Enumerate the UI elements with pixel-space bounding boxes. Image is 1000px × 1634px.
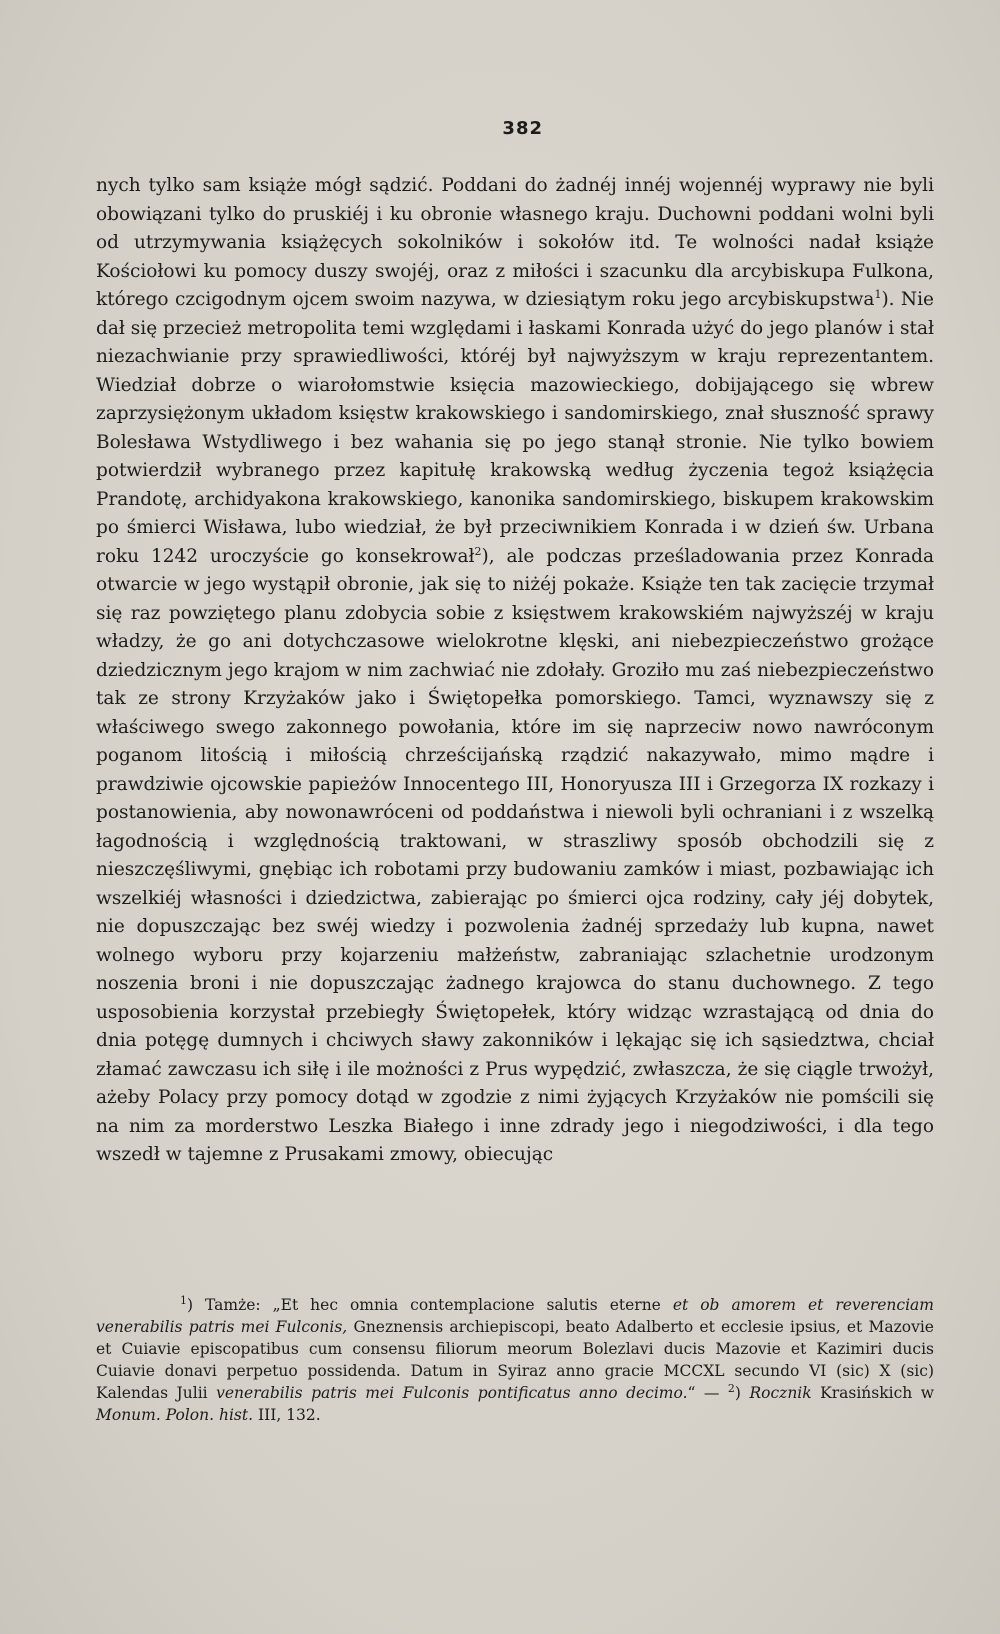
body-text [96, 172, 934, 1170]
footnote-ref-1: 1 [874, 287, 882, 301]
footnote-1-italic-b: venerabilis patris mei Fulconis pontificatus anno decimo. [216, 1384, 688, 1402]
page-number: 382 [502, 118, 543, 139]
footnote-2-italic-a: Rocznik [749, 1384, 812, 1402]
footnote-2-mark: 2 [727, 1381, 735, 1395]
footnote-2-text-c: III, 132. [253, 1406, 321, 1424]
footnote-2-text-a: ) [734, 1384, 750, 1402]
footnote-1-mark: 1 [180, 1293, 187, 1307]
paragraph-text-2: ). Nie dał się przecież metropolita temi względami i łaskami Konrada użyć do jego planów i stał niezachwianie przy sprawiedliwości, któréj był najwyższym w kraju reprezentantem. Wiedział dobrze o wiarołomstwie księcia mazowieckiego, dobijającego się wbrew zaprzysiężonym układom księstw krakowskiego i sandomirskiego, znał słuszność sprawy Bolesława Wstydliwego i bez wahania się po jego stanął stronie. Nie tylko bowiem potwierdził wybranego przez kapitułę krakowską według życzenia tegoż książęcia Prandotę, archidyakona krakowskiego, kanonika sandomirskiego, biskupem krakowskim po śmierci Wisława, lubo wiedział, że był przeciwnikiem Konrada i w dzień św. Urbana roku 1242 uroczyście go konsekrował [96, 289, 934, 567]
footnotes [96, 1294, 934, 1426]
footnote-2-text-b: Krasińskich w [811, 1384, 934, 1402]
footnote-1-text-b: Gneznensis archiepiscopi, beato Adalberto et ecclesie ipsius, et Mazovie et Cuiavie episcopatibus cum consensu filiorum meorum Bolezlavi ducis Mazovie et Kazimiri ducis Cuiavie donavi perpetuo possidenda. Datum in Syiraz anno gracie MCCXL secundo VI (sic) X (sic) Kalendas Julii [96, 1318, 934, 1402]
paragraph-text-1: nych tylko sam książe mógł sądzić. Poddani do żadnéj innéj wojennéj wyprawy nie byli obowiązani tylko do pruskiéj i ku obronie własnego kraju. Duchowni poddani wolni byli od utrzymywania książęcych sokolników i sokołów itd. Te wolności nadał książe Kościołowi ku pomocy duszy swojéj, oraz z miłości i szacunku dla arcybiskupa Fulkona, którego czcigodnym ojcem swoim nazywa, w dziesiątym roku jego arcybiskupstwa [96, 175, 934, 310]
footnote-2-italic-b: Monum. Polon. hist. [96, 1406, 254, 1424]
footnote-block [96, 1294, 934, 1426]
main-paragraph [96, 172, 934, 1170]
paragraph-text-3: ), ale podczas prześladowania przez Konrada otwarcie w jego wystąpił obronie, jak się to niżéj pokaże. Książe ten tak zacięcie trzymał się raz powziętego planu zdobycia sobie z księstwem krakowskiém najwyższéj w kraju władzy, że go ani dotychczasowe wielokrotne klęski, ani niebezpieczeństwo grożące dziedzicznym jego krajom w nim zachwiać nie zdołały. Groziło mu zaś niebezpieczeństwo tak ze strony Krzyżaków jako i Świętopełka pomorskiego. Tamci, wyznawszy się z właściwego swego zakonnego powołania, które im się naprzeciw nowo nawróconym poganom litością i miłością chrześcijańską rządzić nakazywało, mimo mądre i prawdziwie ojcowskie papieżów Innocentego III, Honoryusza III i Grzegorza IX rozkazy i postanowienia, aby nowonawróceni od poddaństwa i niewoli byli ochraniani i z wszelką łagodnością i względnością traktowani, w straszliwy sposób obchodzili się z nieszczęśliwymi, gnębiąc ich robotami przy budowaniu zamków i miast, pozbawiając ich wszelkiéj własności i dziedzictwa, zabierając po śmierci ojca rodziny, cały jéj dobytek, nie dopuszczając bez swéj wiedzy i pozwolenia żadnéj sprzedaży lub kupna, nawet wolnego wyboru przy kojarzeniu małżeństw, zabraniając szlachetnie urodzonym noszenia broni i nie dopuszczając żadnego krajowca do stanu duchownego. Z tego usposobienia korzystał przebiegły Świętopełek, który widząc wzrastającą od dnia do dnia potęgę dumnych i chciwych sławy zakonników i lękając się ich sąsiedztwa, chciał złamać zawczasu ich siłę i ile możności z Prus wypędzić, zwłaszcza, że się ciągle trwożył, ażeby Polacy przy pomocy dotąd w zgodzie z nimi żyjących Krzyżaków nie pomścili się na nim za morderstwo Leszka Białego i inne zdrady jego i niegodziwości, i dla tego wszedł w tajemne z Prusakami zmowy, obiecując [96, 545, 934, 1165]
footnote-1-text-c: “ — [687, 1384, 728, 1402]
footnote-1-text-a: ) Tamże: „Et hec omnia contemplacione salutis eterne [187, 1296, 673, 1314]
footnote-1-italic-a: et ob amorem et reverenciam venerabilis patris mei Fulconis, [96, 1296, 934, 1336]
footnote-ref-2: 2 [474, 544, 482, 558]
